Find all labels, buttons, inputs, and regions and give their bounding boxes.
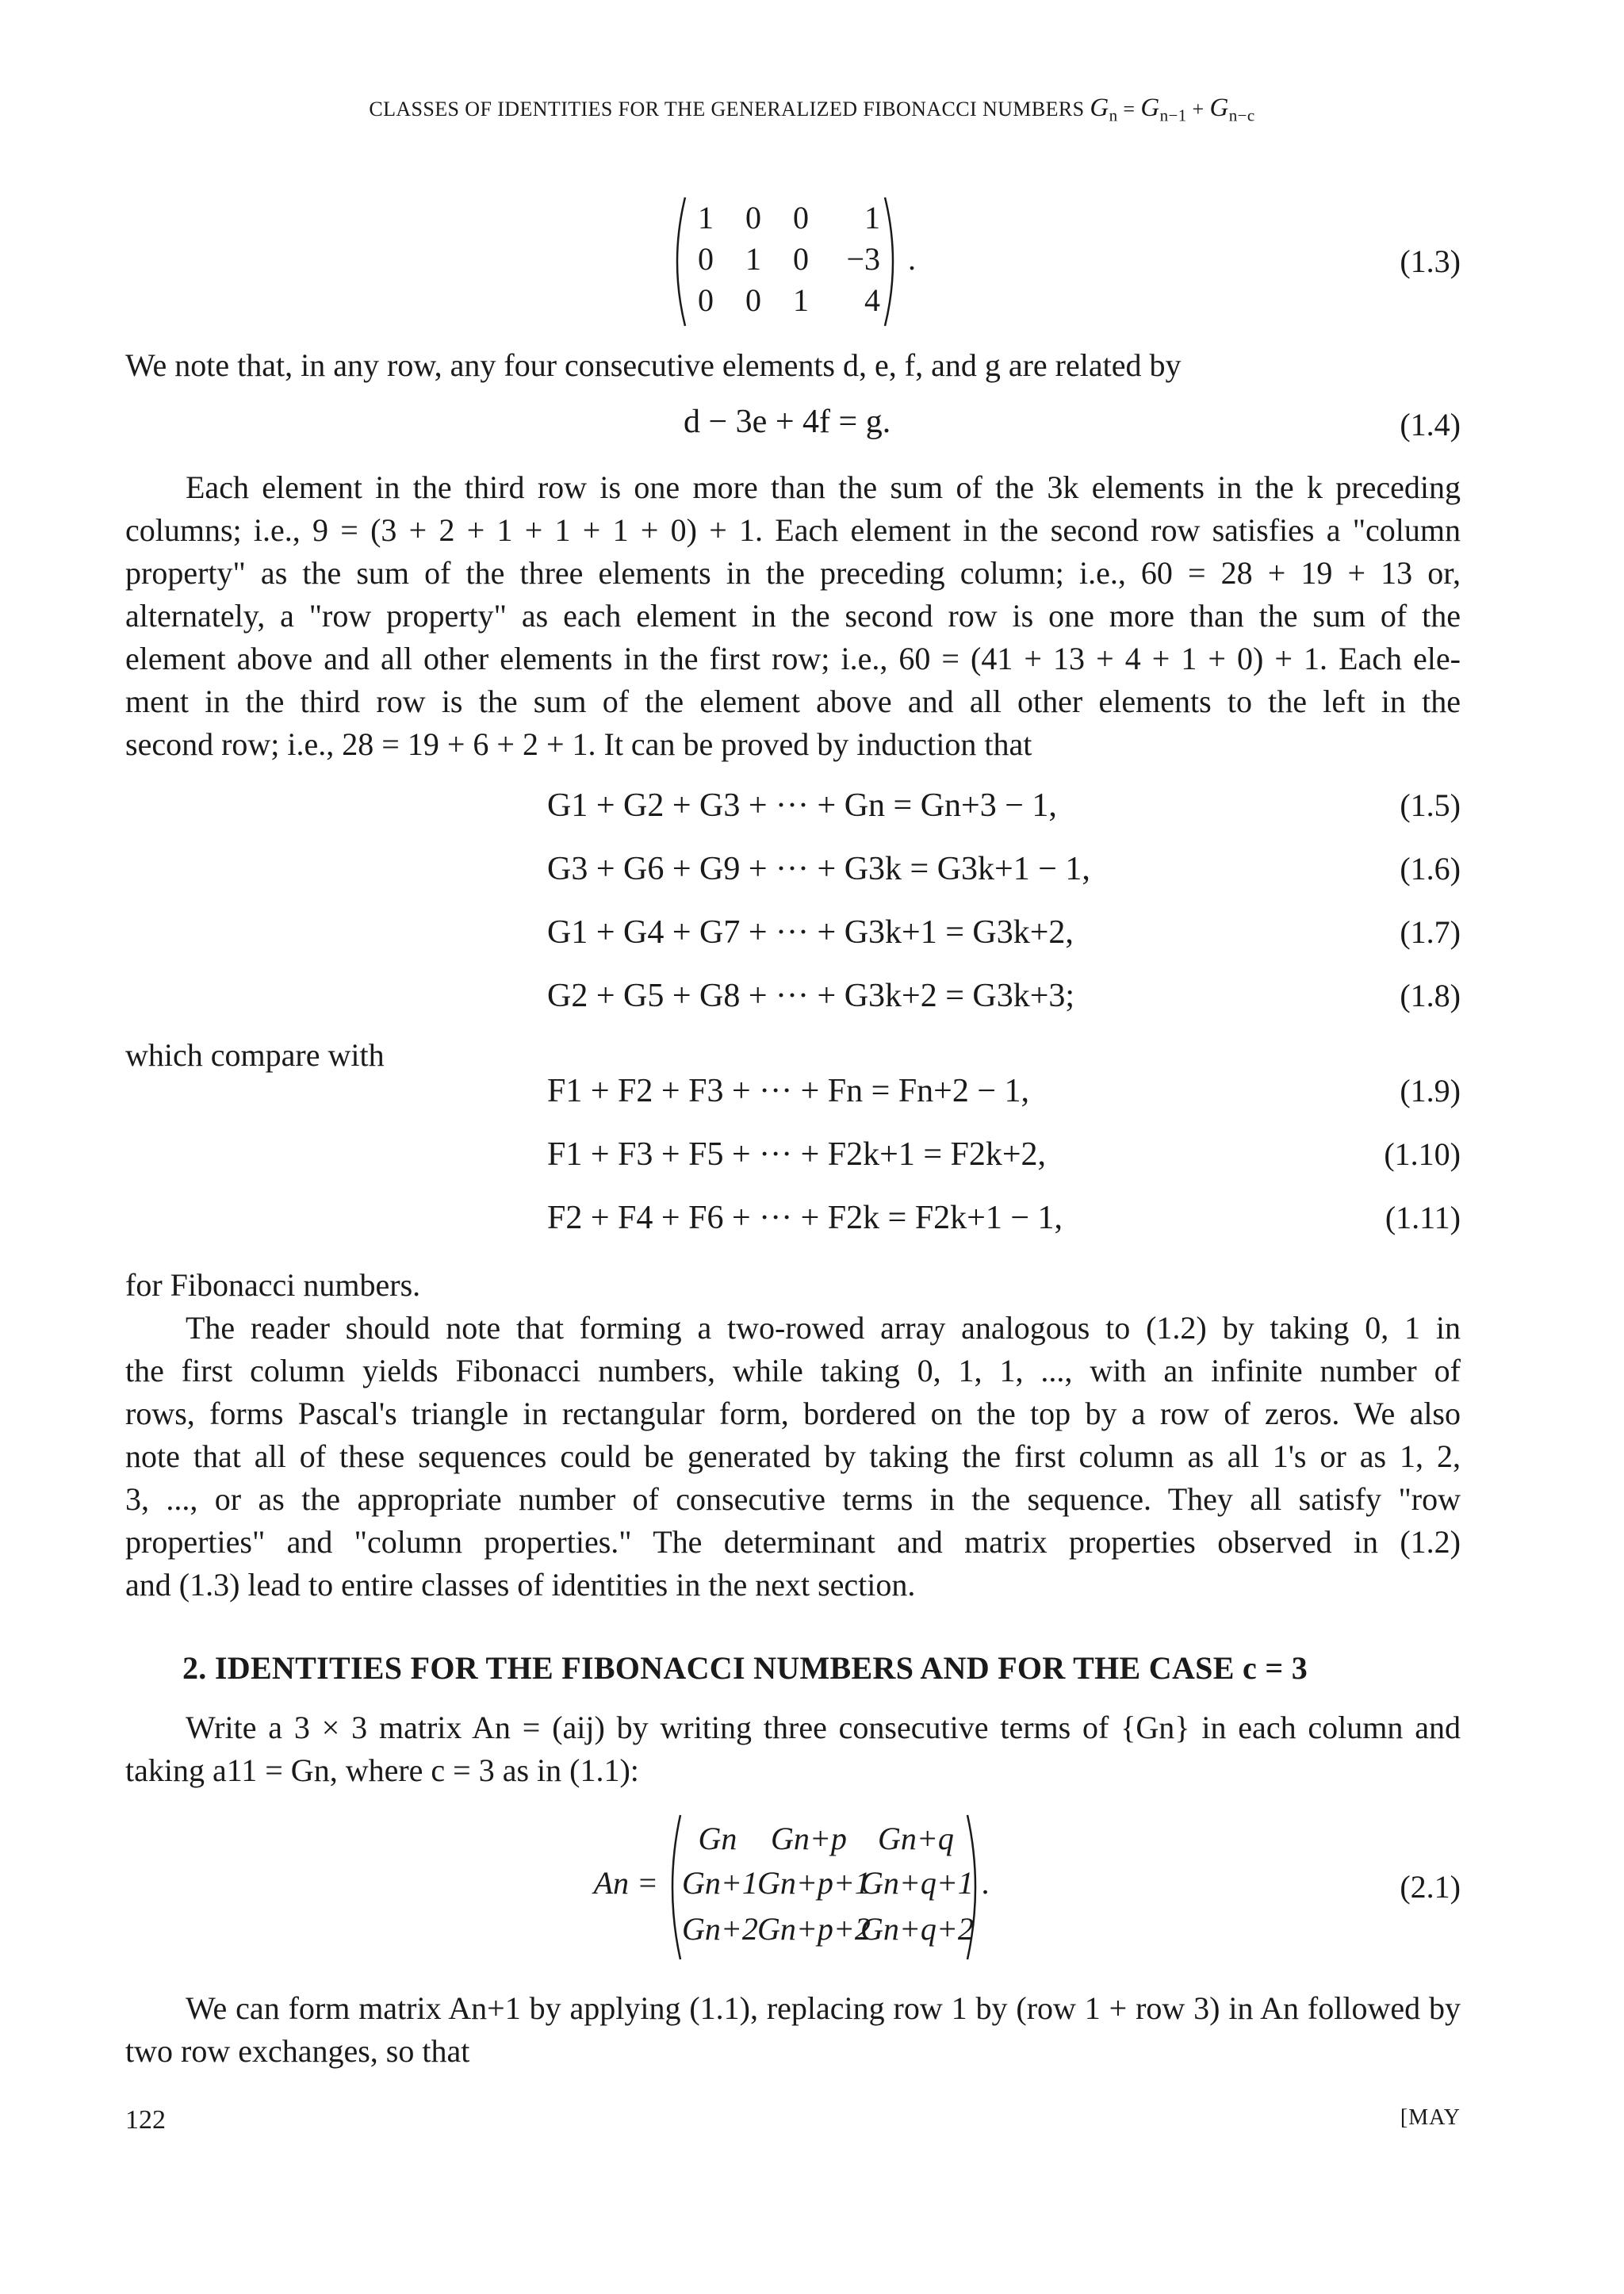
header-formula-G: G [1090, 94, 1109, 122]
m21-r3c3: Gn+q+2 [860, 1911, 974, 1947]
m21-r2c3: Gn+q+1 [860, 1865, 974, 1901]
m13-r3c3: 1 [793, 282, 809, 318]
m13-r1c4: 1 [864, 200, 880, 236]
para-write-matrix [125, 1706, 1461, 1792]
header-formula-G2: G [1140, 94, 1160, 122]
para4-line: taking a11 = Gn, where c = 3 as in (1.1): [125, 1752, 639, 1788]
for-fibonacci-line: for Fibonacci numbers. [125, 1267, 421, 1303]
m21-r2c2: Gn+p+1 [757, 1865, 871, 1901]
para4-line: Write a 3 × 3 matrix An = (aij) by writing three consecutive terms of {Gn} in each column and [186, 1710, 1461, 1745]
issue-month: [MAY [1400, 2105, 1461, 2130]
equation-1-7: G1 + G4 + G7 + ··· + G3k+1 = G3k+2, [547, 914, 1074, 951]
eqno-1-6: (1.6) [1400, 851, 1461, 887]
para2-line: Each element in the third row is one more than the sum of the 3k elements in the k preceding [186, 469, 1461, 505]
header-formula-plus: + [1186, 98, 1210, 121]
eqno-1-7: (1.7) [1400, 914, 1461, 950]
para3-line: 3, ..., or as the appropriate number of consecutive terms in the sequence. They all satisfy "row [125, 1481, 1461, 1517]
m13-r3c1: 0 [698, 282, 714, 318]
eqno-2-1: (2.1) [1400, 1869, 1461, 1905]
para-reader-note [125, 1264, 1461, 1607]
m21-r1c1: Gn [698, 1821, 737, 1856]
m21-r1c3: Gn+q [878, 1821, 954, 1856]
para5-line: two row exchanges, so that [125, 2033, 470, 2069]
para3-line: properties" and "column properties." The determinant and matrix properties observed in (1.2) [125, 1524, 1461, 1560]
header-title: CLASSES OF IDENTITIES FOR THE GENERALIZED FIBONACCI NUMBERS [369, 98, 1085, 121]
header-formula-sub3: n−c [1228, 105, 1255, 125]
equation-1-4: d − 3e + 4f = g. [684, 404, 891, 440]
header-formula-sub2: n−1 [1159, 105, 1187, 125]
matrix-1-3 [666, 194, 920, 329]
m21-r1c2: Gn+p [771, 1821, 847, 1856]
section-heading: 2. IDENTITIES FOR THE FIBONACCI NUMBERS AND FOR THE CASE c = 3 [182, 1650, 1308, 1686]
eqno-1-10: (1.10) [1384, 1136, 1461, 1172]
m13-period: . [908, 241, 916, 277]
para5-line: We can form matrix An+1 by applying (1.1), replacing row 1 by (row 1 + row 3) in An followed by [186, 1990, 1461, 2026]
para-consecutive-elements: We note that, in any row, any four consecutive elements d, e, f, and g are related by [125, 347, 1182, 383]
m13-r3c2: 0 [745, 282, 761, 318]
m13-r1c1: 1 [698, 200, 714, 236]
m21-r3c2: Gn+p+2 [757, 1911, 871, 1947]
equation-1-9: F1 + F2 + F3 + ··· + Fn = Fn+2 − 1, [547, 1073, 1030, 1109]
header-formula-G3: G [1209, 94, 1229, 122]
para2-line: columns; i.e., 9 = (3 + 2 + 1 + 1 + 1 + 0) + 1. Each element in the second row satisfies a "column [125, 512, 1461, 548]
eqno-1-3: (1.3) [1400, 243, 1461, 279]
m13-r2c1: 0 [698, 241, 714, 277]
m13-r2c4: −3 [846, 241, 880, 277]
eqno-1-9: (1.9) [1400, 1073, 1461, 1109]
para2-line: ment in the third row is the sum of the element above and all other elements to the left in the [125, 684, 1461, 719]
para3-line: The reader should note that forming a two-rowed array analogous to (1.2) by taking 0, 1 in [186, 1310, 1461, 1346]
para-row-properties [125, 466, 1461, 766]
m21-lhs: An = [593, 1865, 658, 1901]
para-form-matrix [125, 1987, 1461, 2073]
equation-1-5: G1 + G2 + G3 + ··· + Gn = Gn+3 − 1, [547, 787, 1057, 824]
eqno-1-5: (1.5) [1400, 787, 1461, 823]
m21-period: . [981, 1865, 990, 1901]
m13-r1c3: 0 [793, 200, 809, 236]
para3-line: note that all of these sequences could be generated by taking the first column as all 1's or as 1, 2, [125, 1438, 1461, 1474]
para2-line: element above and all other elements in the first row; i.e., 60 = (41 + 13 + 4 + 1 + 0) + 1. Each ele- [125, 641, 1461, 676]
para3-line: and (1.3) lead to entire classes of identities in the next section. [125, 1567, 916, 1603]
eqno-1-8: (1.8) [1400, 978, 1461, 1013]
m13-r2c3: 0 [793, 241, 809, 277]
m13-r3c4: 4 [864, 282, 880, 318]
eqno-1-4: (1.4) [1400, 407, 1461, 442]
page-number: 122 [125, 2105, 166, 2135]
equation-1-11: F2 + F4 + F6 + ··· + F2k = F2k+1 − 1, [547, 1200, 1063, 1236]
which-compare-with: which compare with [125, 1037, 385, 1073]
m13-r2c2: 1 [745, 241, 761, 277]
right-paren [880, 194, 904, 329]
para2-line: property" as the sum of the three elements in the preceding column; i.e., 60 = 28 + 19 + 13 or, [125, 555, 1461, 591]
running-header [0, 94, 1624, 123]
m21-r2c1: Gn+1 [682, 1865, 758, 1901]
para3-line: rows, forms Pascal's triangle in rectangular form, bordered on the top by a row of zeros. We also [125, 1396, 1461, 1431]
matrix-2-1 [579, 1812, 991, 1963]
equation-1-10: F1 + F3 + F5 + ··· + F2k+1 = F2k+2, [547, 1136, 1047, 1173]
m13-r1c2: 0 [745, 200, 761, 236]
header-formula-eq: = [1117, 98, 1141, 121]
para3-line: the first column yields Fibonacci numbers, while taking 0, 1, 1, ..., with an infinite number of [125, 1353, 1461, 1388]
equation-1-6: G3 + G6 + G9 + ··· + G3k = G3k+1 − 1, [547, 851, 1090, 887]
left-paren [666, 194, 690, 329]
para2-line: second row; i.e., 28 = 19 + 6 + 2 + 1. It can be proved by induction that [125, 726, 1032, 762]
m21-r3c1: Gn+2 [682, 1911, 758, 1947]
equation-1-8: G2 + G5 + G8 + ··· + G3k+2 = G3k+3; [547, 978, 1075, 1014]
eqno-1-11: (1.11) [1385, 1200, 1461, 1235]
header-formula-sub: n [1109, 105, 1118, 125]
para2-line: alternately, a "row property" as each element in the second row is one more than the sum of the [125, 598, 1461, 634]
